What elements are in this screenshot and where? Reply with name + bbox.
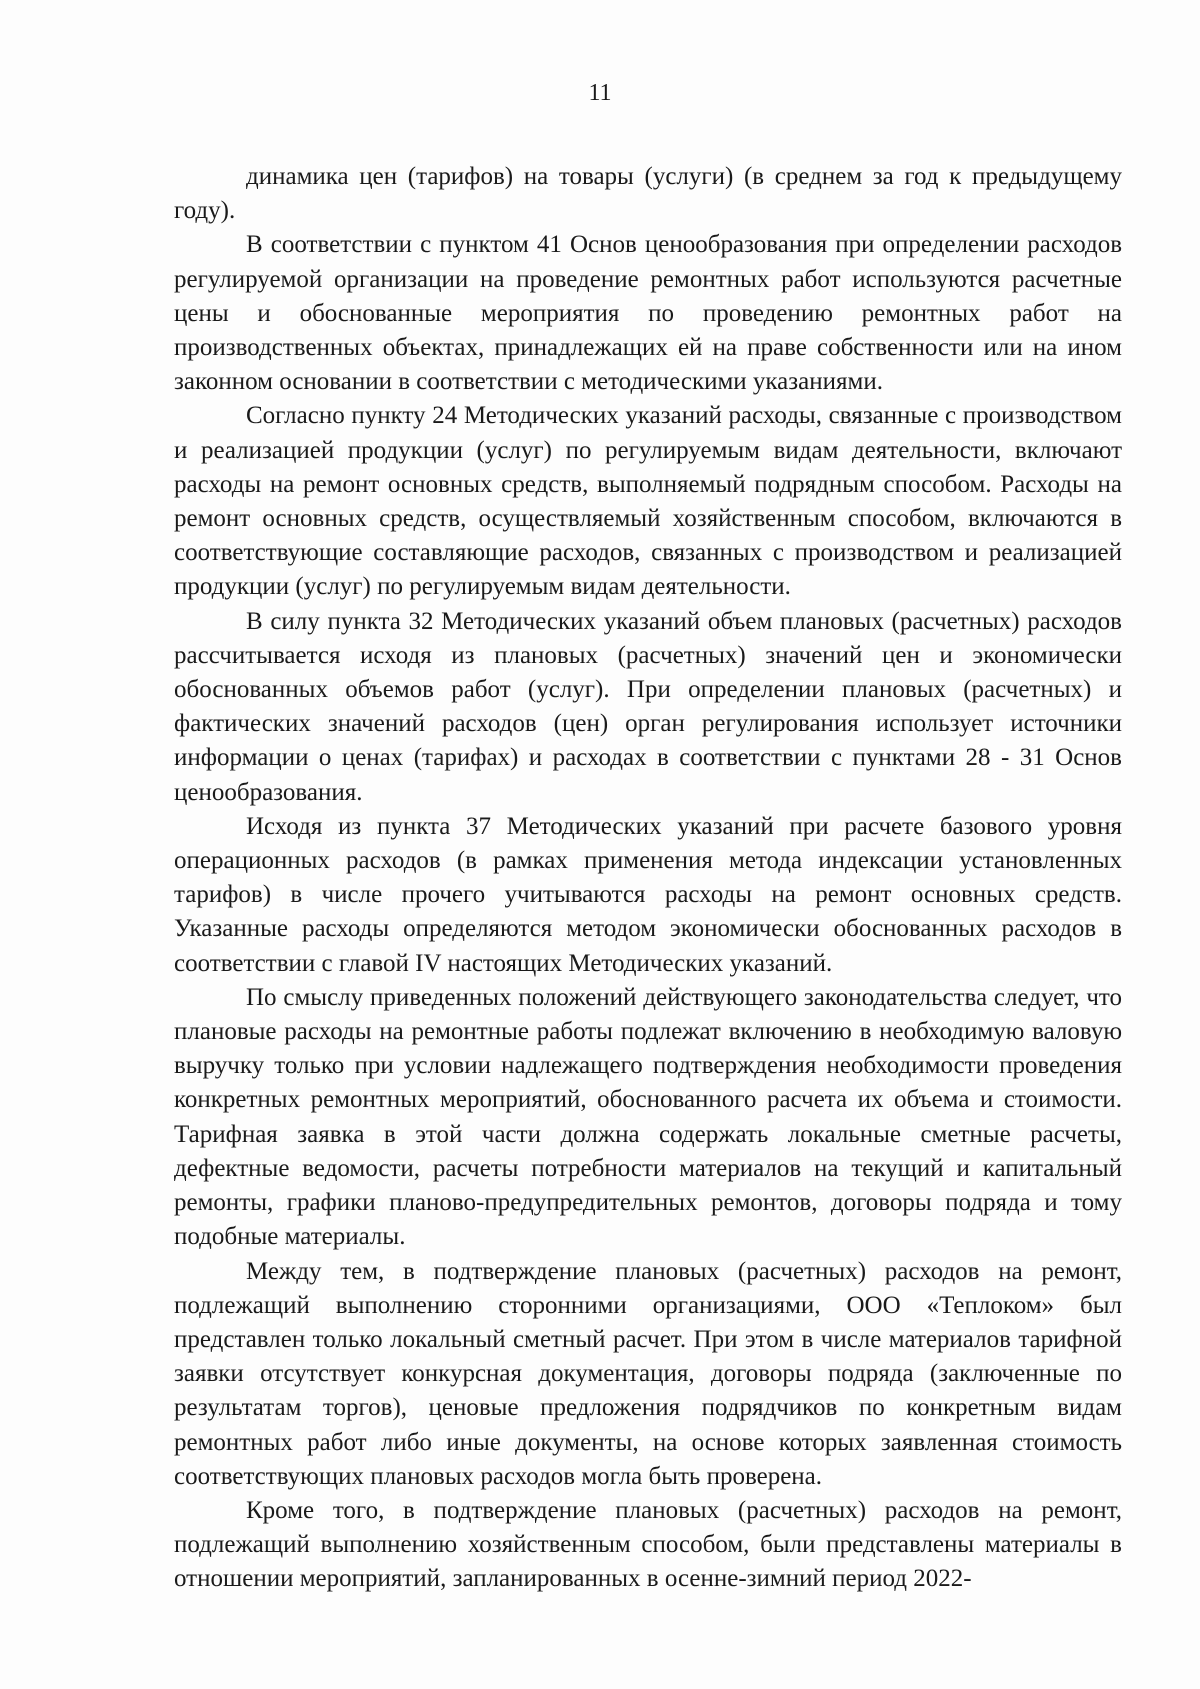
paragraph-6: По смыслу приведенных положений действующего законодательства следует, что плановые расходы на ремонтные работы подлежат включению в необходимую валовую выручку только при условии надлежащего подтверждения необходимости проведения конкретных ремонтных мероприятий, обоснованного расчета их объема и стоимости. Тарифная заявка в этой части должна содержать локальные сметные расчеты, дефектные ведомости, расчеты потребности материалов на текущий и капитальный ремонты, графики планово-предупредительных ремонтов, договоры подряда и тому подобные материалы. <box>174 983 1122 1251</box>
paragraph-7: Между тем, в подтверждение плановых (расчетных) расходов на ремонт, подлежащий выполнению сторонними организациями, ООО «Теплоком» был представлен только локальный сметный расчет. При этом в числе материалов тарифной заявки отсутствует конкурсная документация, договоры подряда (заключенные по результатам торгов), ценовые предложения подрядчиков по конкретным видам ремонтных работ либо иные документы, на основе которых заявленная стоимость соответствующих плановых расходов могла быть проверена. <box>174 1257 1122 1490</box>
paragraph-1: динамика цен (тарифов) на товары (услуги) (в среднем за год к предыдущему году). <box>174 163 1122 225</box>
paragraph-2: В соответствии с пунктом 41 Основ ценообразования при определении расходов регулируемой организации на проведение ремонтных работ используются расчетные цены и обоснованные мероприятия по проведению ремонтных работ на производственных объектах, принадлежащих ей на праве собственности или на ином законном основании в соответствии с методическими указаниями. <box>174 231 1122 396</box>
page-number: 11 <box>588 80 612 106</box>
paragraph-4: В силу пункта 32 Методических указаний объем плановых (расчетных) расходов рассчитывается исходя из плановых (расчетных) значений цен и экономически обоснованных объемов работ (услуг). При определении плановых (расчетных) и фактических значений расходов (цен) орган регулирования использует источники информации о ценах (тарифах) и расходах в соответствии с пунктами 28 - 31 Основ ценообразования. <box>174 607 1122 806</box>
paragraph-5: Исходя из пункта 37 Методических указаний при расчете базового уровня операционных расходов (в рамках применения метода индексации установленных тарифов) в числе прочего учитываются расходы на ремонт основных средств. Указанные расходы определяются методом экономически обоснованных расходов в соответствии с главой IV настоящих Методических указаний. <box>174 812 1122 977</box>
body-text <box>174 160 1122 1597</box>
paragraph-3: Согласно пункту 24 Методических указаний расходы, связанные с производством и реализацией продукции (услуг) по регулируемым видам деятельности, включают расходы на ремонт основных средств, выполняемый подрядным способом. Расходы на ремонт основных средств, осуществляемый хозяйственным способом, включаются в соответствующие составляющие расходов, связанных с производством и реализацией продукции (услуг) по регулируемым видам деятельности. <box>174 402 1122 601</box>
paragraph-8: Кроме того, в подтверждение плановых (расчетных) расходов на ремонт, подлежащий выполнению хозяйственным способом, были представлены материалы в отношении мероприятий, запланированных в осенне-зимний период 2022- <box>174 1496 1122 1593</box>
